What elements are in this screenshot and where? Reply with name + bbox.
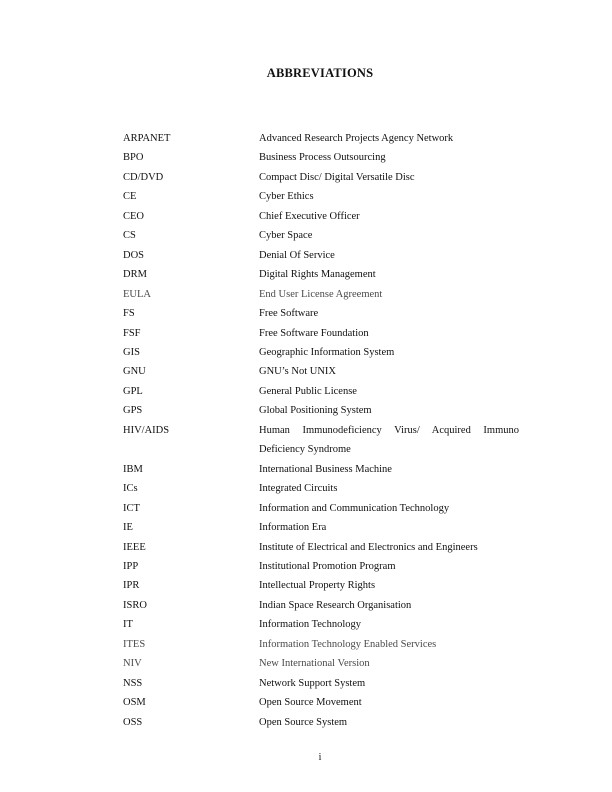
list-item	[123, 207, 523, 226]
list-item	[123, 382, 523, 401]
expansion: Indian Space Research Organisation	[259, 599, 412, 611]
abbreviation: FSF	[123, 327, 141, 339]
expansion: Geographic Information System	[259, 346, 395, 358]
abbreviation	[123, 440, 259, 459]
list-item	[123, 265, 523, 284]
abbreviation-list	[123, 129, 523, 732]
expansion: Network Support System	[259, 677, 366, 689]
list-item	[123, 401, 523, 420]
list-item	[123, 285, 523, 304]
expansion: New International Version	[259, 658, 370, 670]
expansion: International Business Machine	[259, 463, 392, 475]
abbreviation: GIS	[123, 346, 140, 358]
page-number: i	[318, 752, 322, 763]
expansion: Chief Executive Officer	[259, 210, 360, 222]
expansion: Cyber Space	[259, 230, 313, 242]
abbreviation: HIV/AIDS	[123, 424, 170, 436]
abbreviation: ISRO	[123, 599, 147, 611]
abbreviation: OSM	[123, 697, 146, 709]
expansion: Free Software Foundation	[259, 327, 369, 339]
expansion: Digital Rights Management	[259, 269, 376, 281]
list-item	[123, 499, 523, 518]
list-item	[123, 460, 523, 479]
abbreviation: DRM	[123, 269, 147, 281]
list-item	[123, 654, 523, 673]
abbreviation: GNU	[123, 366, 146, 378]
abbreviation: IPP	[123, 560, 139, 572]
list-item	[123, 343, 523, 362]
list-item	[123, 304, 523, 323]
list-item-continuation	[123, 440, 523, 459]
list-item	[123, 148, 523, 167]
list-item	[123, 362, 523, 381]
abbreviation: NSS	[123, 677, 143, 689]
expansion: GNU’s Not UNIX	[259, 366, 336, 378]
list-item	[123, 129, 523, 148]
page-title: ABBREVIATIONS	[266, 66, 374, 80]
expansion: General Public License	[259, 385, 357, 397]
expansion: Information and Communication Technology	[259, 502, 450, 514]
abbreviation: OSS	[123, 716, 143, 728]
expansion: Deficiency Syndrome	[259, 444, 351, 456]
abbreviation: ITES	[123, 638, 146, 650]
list-item	[123, 557, 523, 576]
list-item	[123, 324, 523, 343]
expansion: Integrated Circuits	[259, 483, 338, 495]
abbreviation: FS	[123, 308, 135, 320]
expansion: Business Process Outsourcing	[259, 152, 386, 164]
expansion: End User License Agreement	[259, 288, 383, 300]
list-item	[123, 713, 523, 732]
expansion: Open Source Movement	[259, 697, 362, 709]
abbreviation: NIV	[123, 658, 142, 670]
list-item	[123, 596, 523, 615]
list-item	[123, 674, 523, 693]
expansion: Information Technology Enabled Services	[259, 638, 437, 650]
expansion: Open Source System	[259, 716, 348, 728]
expansion: Global Positioning System	[259, 405, 372, 417]
abbreviation: IPR	[123, 580, 140, 592]
list-item	[123, 518, 523, 537]
expansion: Information Era	[259, 522, 327, 534]
list-item	[123, 226, 523, 245]
expansion: Free Software	[259, 308, 319, 320]
expansion: Institutional Promotion Program	[259, 560, 396, 572]
abbreviation: CD/DVD	[123, 171, 164, 183]
list-item	[123, 615, 523, 634]
abbreviation: DOS	[123, 249, 145, 261]
expansion: Information Technology	[259, 619, 362, 631]
expansion: Compact Disc/ Digital Versatile Disc	[259, 171, 415, 183]
list-item	[123, 246, 523, 265]
list-item	[123, 576, 523, 595]
abbreviation: IE	[123, 522, 133, 534]
abbreviation: ICT	[123, 502, 140, 514]
expansion: Advanced Research Projects Agency Network	[259, 133, 454, 144]
expansion: Denial Of Service	[259, 249, 335, 261]
list-item	[123, 421, 523, 440]
abbreviation: IBM	[123, 463, 143, 475]
expansion: Cyber Ethics	[259, 191, 314, 203]
abbreviation: EULA	[123, 288, 151, 300]
expansion: Human Immunodeficiency Virus/ Acquired Immuno	[259, 424, 519, 436]
list-item	[123, 479, 523, 498]
list-item	[123, 168, 523, 187]
abbreviation: GPL	[123, 385, 143, 397]
abbreviation: CEO	[123, 210, 144, 222]
list-item	[123, 187, 523, 206]
abbreviation: CE	[123, 191, 137, 203]
abbreviation: ARPANET	[123, 133, 171, 144]
expansion: Institute of Electrical and Electronics and Engineers	[259, 541, 478, 553]
abbreviation: IEEE	[123, 541, 146, 553]
list-item	[123, 538, 523, 557]
list-item	[123, 635, 523, 654]
abbreviation: GPS	[123, 405, 143, 417]
expansion: Intellectual Property Rights	[259, 580, 376, 592]
list-item	[123, 693, 523, 712]
abbreviation: BPO	[123, 152, 144, 164]
abbreviation: IT	[123, 619, 133, 631]
abbreviation: CS	[123, 230, 136, 242]
abbreviation: ICs	[123, 483, 138, 495]
